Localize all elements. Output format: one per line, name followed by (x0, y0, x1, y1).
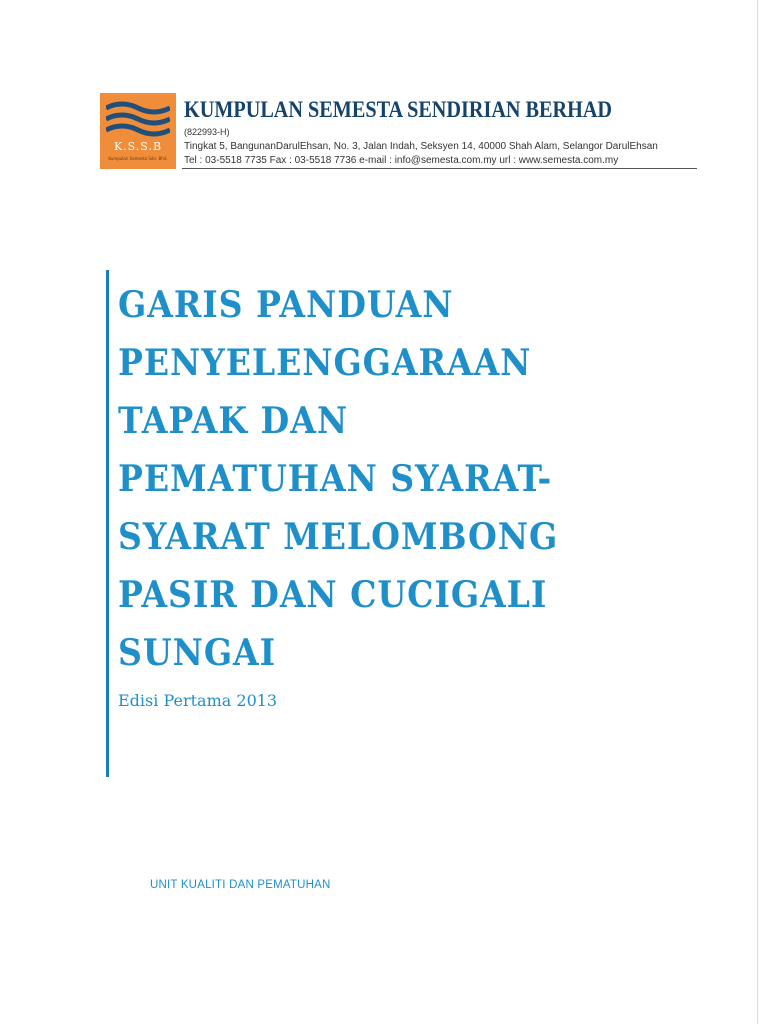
company-contact: Tel : 03-5518 7735 Fax : 03-5518 7736 e-mail : info@semesta.com.my url : www.semesta.com.my (184, 155, 619, 166)
title-line: GARIS PANDUAN (118, 284, 454, 326)
logo-letters: K.S.S.B (113, 140, 163, 153)
page-edge (757, 0, 758, 1024)
letterhead-divider (182, 168, 697, 169)
title-line: SUNGAI (118, 632, 277, 674)
title-line: SYARAT MELOMBONG (118, 516, 559, 558)
unit-label: UNIT KUALITI DAN PEMATUHAN (150, 879, 331, 891)
title-line: TAPAK DAN (118, 400, 349, 442)
title-accent-bar (106, 270, 109, 777)
registration-number: (822993-H) (184, 127, 230, 137)
document-title (118, 276, 633, 682)
wave-logo-icon (106, 98, 170, 138)
title-line: PEMATUHAN SYARAT- (118, 458, 553, 500)
company-name: KUMPULAN SEMESTA SENDIRIAN BERHAD (184, 97, 613, 123)
title-line: PENYELENGGARAAN (118, 342, 532, 384)
company-address: Tingkat 5, BangunanDarulEhsan, No. 3, Jalan Indah, Seksyen 14, 40000 Shah Alam, Selangor DarulEhsan (184, 141, 658, 152)
edition-label: Edisi Pertama 2013 (118, 691, 278, 710)
logo-subtext: Kumpulan Semesta Sdn. Bhd. (108, 156, 168, 161)
company-logo (100, 93, 176, 169)
title-line: PASIR DAN CUCIGALI (118, 574, 548, 616)
